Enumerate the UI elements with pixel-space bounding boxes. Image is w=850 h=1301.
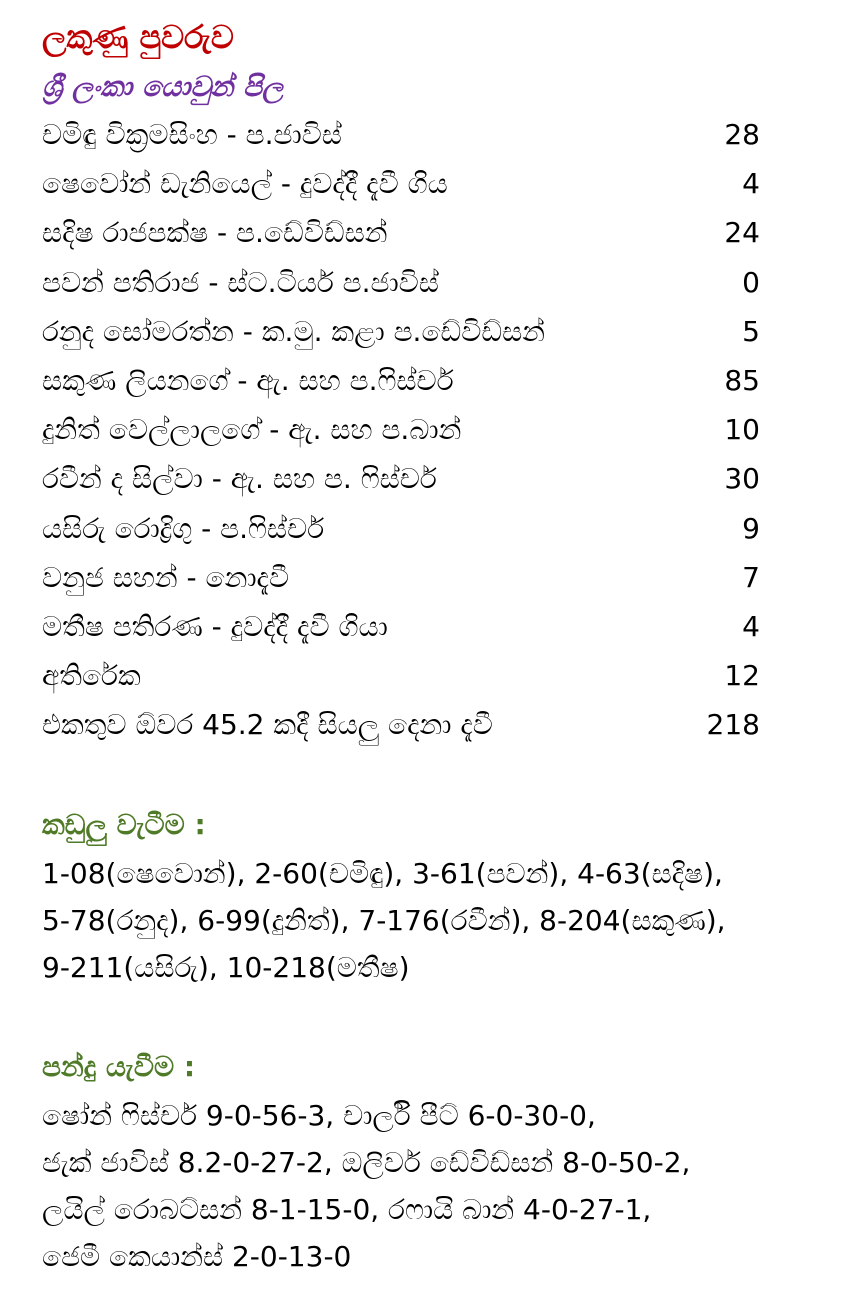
batsman-name: සදිෂ රාජපක්ෂ - ප.ඩේවිඩ්සන් <box>42 216 388 250</box>
batsman-name: යසිරු රොද්‍රිගු - ප.ෆිස්චර් <box>42 511 325 545</box>
batsman-name: දුනිත් වෙල්ලාලගේ - ඇ. සහ ප.බාන් <box>42 413 462 447</box>
fall-of-wickets-line: 9-211(යසිරු), 10-218(මතීෂ) <box>42 951 410 984</box>
extras-row <box>42 651 772 700</box>
batting-row <box>42 405 772 454</box>
fall-of-wickets-text <box>42 850 832 991</box>
batting-row <box>42 258 772 307</box>
total-row <box>42 700 772 749</box>
bowling-line: ජෙමී කෙයාන්ස් 2-0-13-0 <box>42 1240 352 1273</box>
batting-row <box>42 504 772 553</box>
total-label: එකතුව ඕවර 45.2 කදී සියලු දෙනා දැවී <box>42 708 493 742</box>
batsman-runs: 30 <box>724 462 760 496</box>
batsman-runs: 9 <box>742 511 760 545</box>
batting-row <box>42 602 772 651</box>
batsman-name: ෂෙවෝන් ඩැනියෙල් - දුවද්දී දැවී ගිය <box>42 167 448 201</box>
batsman-runs: 0 <box>742 265 760 299</box>
page-title: ලකුණු පුවරුව <box>42 18 234 56</box>
bowling-line: ජැක් ජාවිස් 8.2-0-27-2, ඔලිවර් ඩේවිඩ්සන් 8-0-50-2, <box>42 1146 691 1179</box>
batsman-name: වනුජ සහන් - නොදැවී <box>42 560 290 594</box>
batting-row <box>42 454 772 503</box>
batsman-runs: 85 <box>724 363 760 397</box>
batting-row <box>42 110 772 159</box>
fall-of-wickets-line: 5-78(රනුද), 6-99(දුනිත්), 7-176(රවීන්), 8-204(සකුණ), <box>42 904 726 937</box>
bowling-figures-text <box>42 1092 832 1280</box>
batsman-name: සකුණ ලියනගේ - ඇ. සහ ප.ෆිස්චර් <box>42 363 454 397</box>
extras-label: අතිරේක <box>42 659 141 693</box>
batsman-runs: 4 <box>742 167 760 201</box>
batsman-name: චමිඳු වික්‍රමසිංහ - ප.ජාවිස් <box>42 118 342 151</box>
batting-row <box>42 307 772 356</box>
batting-scorecard <box>42 110 772 749</box>
batsman-name: පවන් පතිරාජ - ස්ට.ටියර් ප.ජාවිස් <box>42 265 439 299</box>
total-runs: 218 <box>706 708 760 742</box>
batsman-runs: 28 <box>724 118 760 151</box>
batsman-name: මතීෂ පතිරණ - දුවද්දී දැවී ගියා <box>42 609 388 643</box>
bowling-heading: පන්දු යැවීම : <box>42 1050 196 1083</box>
extras-runs: 12 <box>724 659 760 693</box>
batsman-runs: 4 <box>742 609 760 643</box>
batting-row <box>42 208 772 257</box>
fall-of-wickets-heading: කඩුලු වැටීම : <box>42 808 206 841</box>
batsman-runs: 5 <box>742 314 760 348</box>
batsman-name: රනුද සෝමරත්න - ක.මු. කළා ප.ඩේවිඩ්සන් <box>42 314 546 348</box>
bowling-line: ෂෝන් ෆිස්චර් 9-0-56-3, චාර්ලි පීට් 6-0-30-0, <box>42 1099 596 1132</box>
bowling-line: ලයිල් රොබට්සන් 8-1-15-0, රෆායි බාන් 4-0-27-1, <box>42 1193 652 1226</box>
batting-row <box>42 159 772 208</box>
batsman-runs: 10 <box>724 413 760 447</box>
team-subtitle: ශ්‍රී ලංකා යොවුන් පිල <box>42 70 284 103</box>
batsman-runs: 7 <box>742 560 760 594</box>
batting-row <box>42 356 772 405</box>
batsman-runs: 24 <box>724 216 760 250</box>
fall-of-wickets-line: 1-08(ෂෙවොන්), 2-60(චමිඳු), 3-61(පවන්), 4-63(සදිෂ), <box>42 857 723 890</box>
batsman-name: රවීන් ද සිල්වා - ඇ. සහ ප. ෆිස්චර් <box>42 462 437 496</box>
batting-row <box>42 553 772 602</box>
